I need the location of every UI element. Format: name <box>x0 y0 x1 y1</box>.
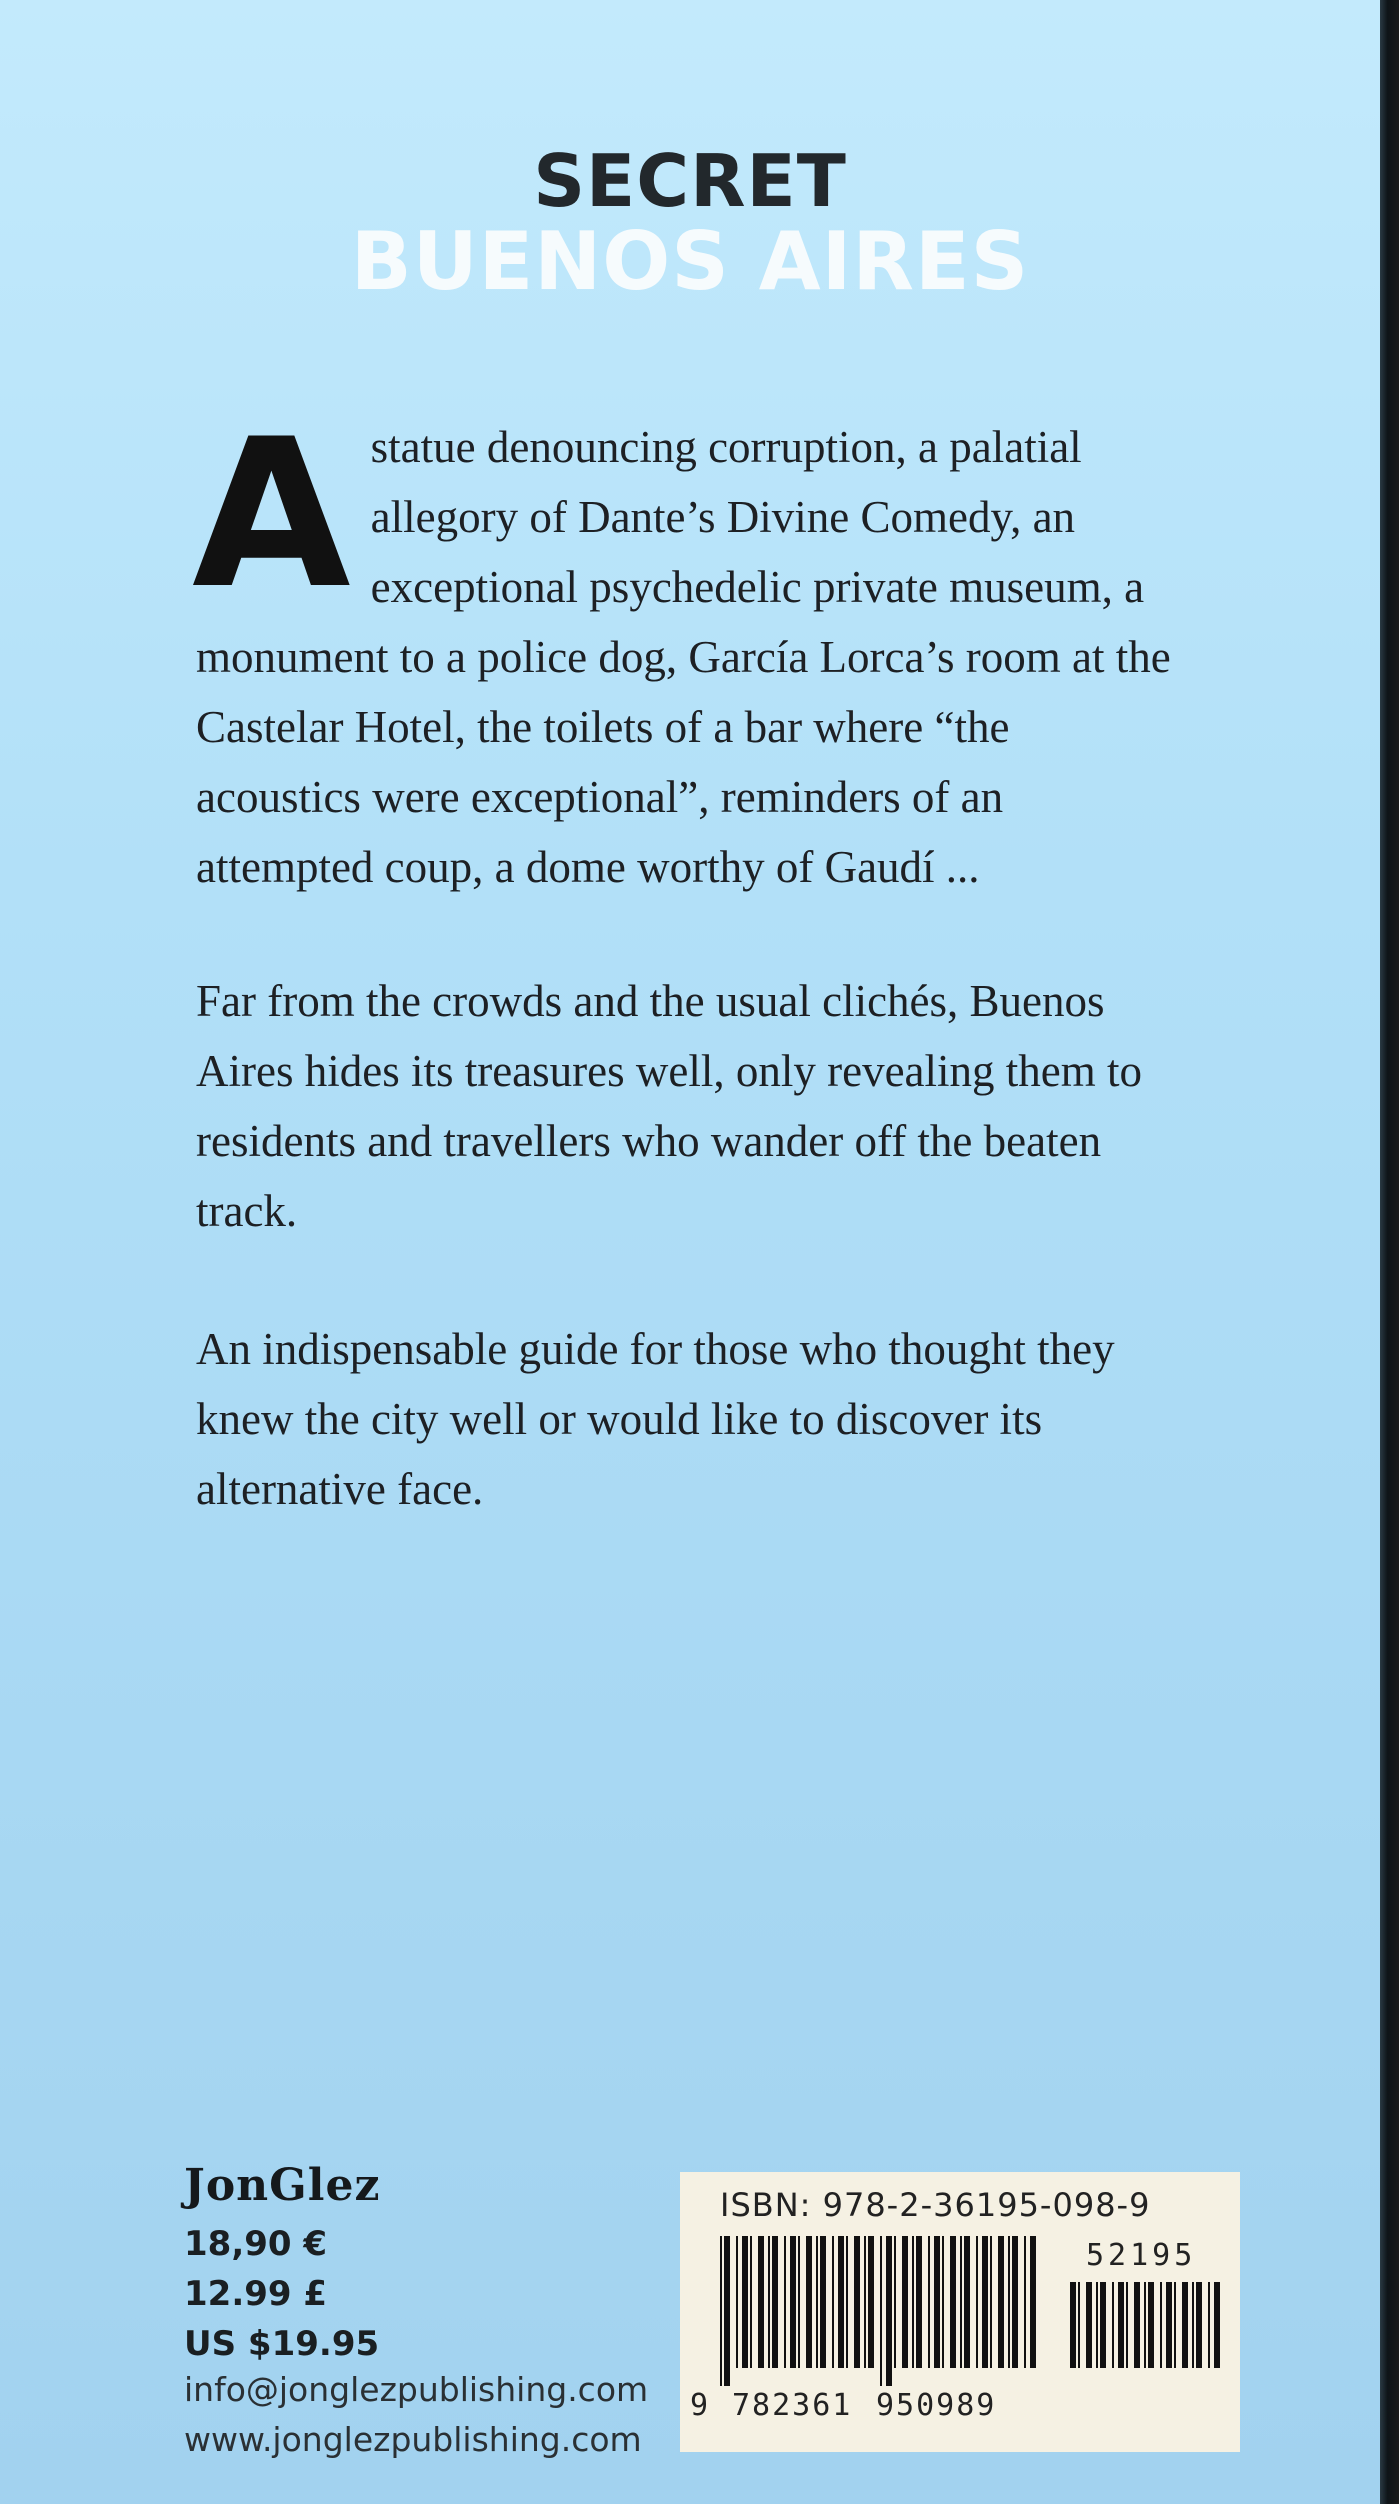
ean-left-digits: 782361 <box>732 2388 853 2423</box>
barcode-bar <box>742 2236 748 2368</box>
ean-first-digit: 9 <box>690 2388 711 2423</box>
barcode-bar <box>820 2236 826 2368</box>
barcode-bar <box>838 2236 844 2368</box>
ean-barcode <box>720 2236 1040 2386</box>
barcode-bar <box>1070 2282 1076 2368</box>
barcode-bar <box>1118 2282 1124 2368</box>
barcode-bar <box>1166 2282 1172 2368</box>
barcode-bar <box>886 2236 892 2386</box>
publisher-email: info@jonglezpublishing.com <box>184 2370 649 2409</box>
publisher-logo: JonGlez <box>184 2160 381 2211</box>
barcode-bar <box>942 2236 944 2368</box>
barcode-bar <box>784 2236 786 2368</box>
barcode-bar <box>724 2236 730 2386</box>
barcode-bar <box>1008 2236 1010 2368</box>
barcode-bar <box>1196 2282 1202 2368</box>
barcode-bar <box>736 2236 738 2368</box>
barcode-bar <box>976 2236 978 2368</box>
blurb-paragraph-1 <box>192 396 1184 902</box>
price-pound: 12.99 £ <box>184 2274 328 2314</box>
blurb-paragraph-1-text: statue denouncing corruption, a palatial allegory of Dante’s Divine Comedy, an exceptional psychedelic private museum, a monument to a police dog, García Lorca’s room at the Castelar Hotel, the toilets of a bar where “the acoustics were exceptional”, reminders of an attempted coup, a dome worthy of Gaudí ... <box>196 422 1171 892</box>
barcode-bar <box>1148 2282 1154 2368</box>
barcode-bar <box>868 2236 874 2368</box>
barcode-bar <box>916 2236 922 2368</box>
barcode-bar <box>1100 2282 1106 2368</box>
barcode-bar <box>1214 2282 1220 2368</box>
blurb-paragraph-2: Far from the crowds and the usual clichés, Buenos Aires hides its treasures well, only revealing them to residents and travellers who wander off the beaten track. <box>196 976 1143 1236</box>
title-secret: SECRET <box>533 139 847 223</box>
barcode-bar <box>832 2236 834 2368</box>
barcode-bar <box>1160 2282 1162 2368</box>
supplement-barcode <box>1070 2282 1220 2386</box>
barcode-bar <box>1144 2282 1146 2368</box>
barcode-bar <box>1112 2282 1114 2368</box>
barcode-bar <box>990 2236 992 2368</box>
title-buenos-aires: BUENOS AIRES <box>350 215 1030 308</box>
barcode-bar <box>1192 2282 1194 2368</box>
barcode-label <box>680 2172 1240 2452</box>
publisher-website: www.jonglezpublishing.com <box>184 2420 642 2459</box>
barcode-bar <box>928 2236 930 2368</box>
barcode-bar <box>1012 2236 1018 2368</box>
barcode-bar <box>1182 2282 1188 2368</box>
barcode-bar <box>816 2236 818 2368</box>
barcode-bar <box>1030 2236 1036 2368</box>
barcode-bar <box>750 2236 752 2368</box>
barcode-bar <box>894 2236 896 2368</box>
barcode-bar <box>1174 2282 1176 2368</box>
barcode-bar <box>934 2236 940 2368</box>
barcode-bar <box>950 2236 956 2368</box>
price-euro: 18,90 € <box>184 2224 328 2264</box>
barcode-bar <box>1024 2236 1026 2368</box>
drop-cap: A <box>192 396 351 634</box>
barcode-bar <box>720 2236 722 2386</box>
barcode-bar <box>758 2236 764 2368</box>
isbn-number: ISBN: 978-2-36195-098-9 <box>720 2186 1151 2224</box>
barcode-bar <box>964 2236 970 2368</box>
blurb-paragraph-3: An indispensable guide for those who thought they knew the city well or would like to discover its alternative face. <box>196 1324 1115 1514</box>
barcode-bar <box>806 2236 812 2368</box>
barcode-bar <box>998 2236 1004 2368</box>
price-usd: US $19.95 <box>184 2324 380 2364</box>
barcode-bar <box>1096 2282 1098 2368</box>
price-supplement-number: 52195 <box>1086 2238 1197 2273</box>
barcode-bar <box>912 2236 914 2368</box>
barcode-bar <box>864 2236 866 2368</box>
barcode-bar <box>798 2236 800 2368</box>
barcode-bar <box>1208 2282 1210 2368</box>
barcode-bar <box>1086 2282 1092 2368</box>
ean-right-digits: 950989 <box>876 2388 997 2423</box>
barcode-bar <box>982 2236 988 2368</box>
barcode-bar <box>880 2236 882 2386</box>
barcode-bar <box>790 2236 796 2368</box>
barcode-bar <box>772 2236 778 2368</box>
barcode-bar <box>846 2236 848 2368</box>
barcode-bar <box>854 2236 860 2368</box>
barcode-bar <box>1134 2282 1140 2368</box>
barcode-bar <box>1078 2282 1080 2368</box>
barcode-bar <box>1126 2282 1128 2368</box>
book-edge <box>1380 0 1399 2504</box>
barcode-bar <box>960 2236 962 2368</box>
barcode-bar <box>768 2236 770 2368</box>
barcode-bar <box>902 2236 908 2368</box>
